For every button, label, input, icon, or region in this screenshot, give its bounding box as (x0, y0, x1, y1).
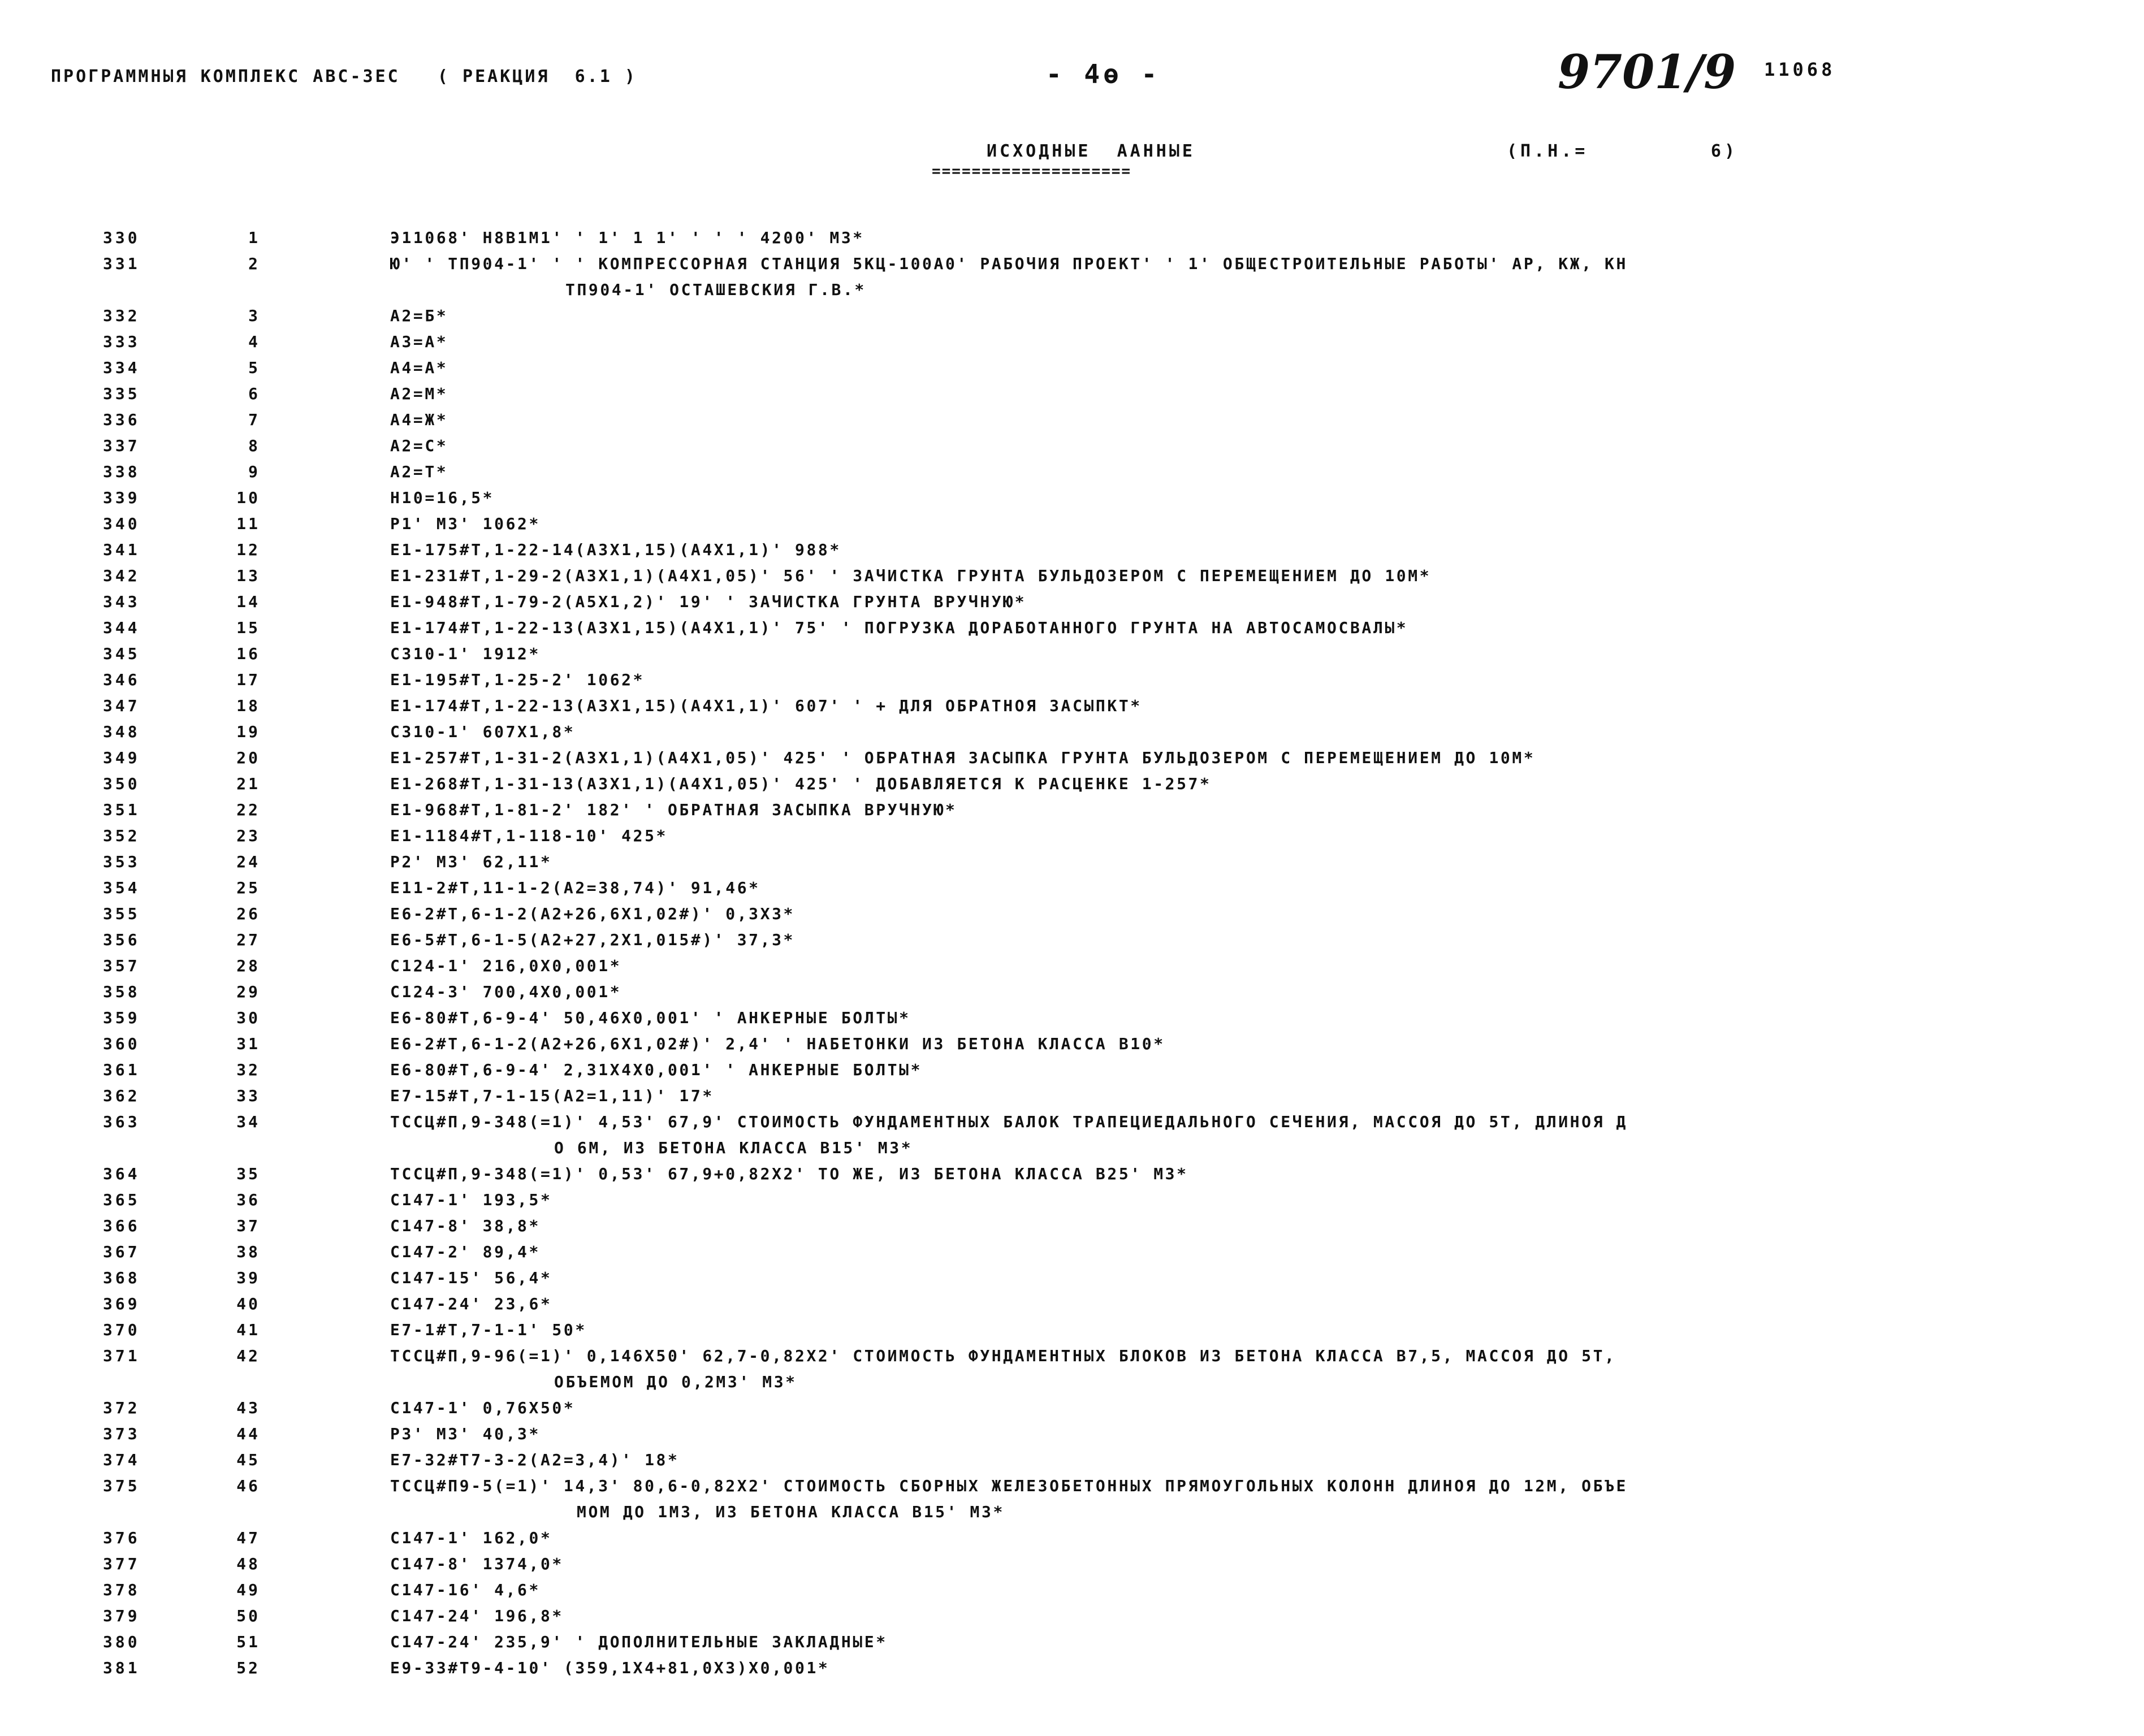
listing-row (0, 1473, 2144, 1525)
record-text: ТССЦ#П,9-348(=1)' 4,53' 67,9' СТОИМОСТЬ ФУНДАМЕНТНЫХ БАЛОК ТРАПЕЦИЕДАЛЬНОГО СЕЧЕНИЯ, МАССОЯ ДО 5Т, ДЛИНОЯ Д (390, 1112, 1628, 1131)
line-number: 366 (103, 1217, 140, 1235)
sequence-number: 2 (248, 254, 260, 273)
line-number: 374 (103, 1451, 140, 1469)
sequence-number: 25 (236, 878, 260, 897)
listing-row (0, 1525, 2144, 1551)
sequence-number: 43 (236, 1399, 260, 1417)
listing-row (0, 1265, 2144, 1291)
record-text: А2=Б* (390, 306, 448, 325)
record-text: Е7-15#Т,7-1-15(А2=1,11)' 17* (390, 1086, 714, 1105)
listing-row (0, 901, 2144, 927)
listing-row (0, 251, 2144, 303)
sequence-number: 46 (236, 1477, 260, 1495)
record-text: Р1' М3' 1062* (390, 514, 541, 533)
sequence-number: 39 (236, 1269, 260, 1287)
listing-row (0, 1603, 2144, 1629)
line-number: 379 (103, 1607, 140, 1625)
record-text: ТССЦ#П,9-348(=1)' 0,53' 67,9+0,82Х2' ТО ЖЕ, ИЗ БЕТОНА КЛАССА В25' М3* (390, 1164, 1188, 1183)
listing-row (0, 771, 2144, 797)
sequence-number: 49 (236, 1581, 260, 1599)
line-number: 338 (103, 462, 140, 481)
line-number: 351 (103, 800, 140, 819)
line-number: 345 (103, 644, 140, 663)
line-number: 336 (103, 410, 140, 429)
sequence-number: 20 (236, 748, 260, 767)
sequence-number: 15 (236, 618, 260, 637)
line-number: 363 (103, 1112, 140, 1131)
line-number: 344 (103, 618, 140, 637)
record-text: Е1-268#Т,1-31-13(А3Х1,1)(А4Х1,05)' 425' ' ДОБАВЛЯЕТСЯ К РАСЦЕНКЕ 1-257* (390, 774, 1212, 793)
record-text: Е6-5#Т,6-1-5(А2+27,2Х1,015#)' 37,3* (390, 930, 796, 949)
sequence-number: 30 (236, 1008, 260, 1027)
listing-row (0, 589, 2144, 615)
sequence-number: 13 (236, 566, 260, 585)
listing-row (0, 1343, 2144, 1395)
record-text: С147-1' 0,76Х50* (390, 1399, 576, 1417)
sequence-number: 44 (236, 1425, 260, 1443)
record-text: А2=М* (390, 384, 448, 403)
line-number: 332 (103, 306, 140, 325)
record-text: С147-24' 235,9' ' ДОПОЛНИТЕЛЬНЫЕ ЗАКЛАДНЫЕ* (390, 1633, 888, 1651)
record-text: С147-1' 193,5* (390, 1190, 552, 1209)
listing-row (0, 1161, 2144, 1187)
listing-row (0, 641, 2144, 667)
document-number: 11068 (1764, 59, 1836, 80)
record-text: С147-15' 56,4* (390, 1269, 552, 1287)
sequence-number: 24 (236, 852, 260, 871)
listing-row (0, 303, 2144, 329)
sequence-number: 6 (248, 384, 260, 403)
sequence-number: 22 (236, 800, 260, 819)
listing-row (0, 1551, 2144, 1577)
line-number: 380 (103, 1633, 140, 1651)
sequence-number: 10 (236, 488, 260, 507)
record-text: А4=Ж* (390, 410, 448, 429)
sequence-number: 29 (236, 982, 260, 1001)
sequence-number: 8 (248, 436, 260, 455)
record-text: Е6-2#Т,6-1-2(А2+26,6Х1,02#)' 2,4' ' НАБЕТОНКИ ИЗ БЕТОНА КЛАССА В10* (390, 1034, 1165, 1053)
listing-row (0, 1005, 2144, 1031)
line-number: 334 (103, 358, 140, 377)
record-text: Е7-1#Т,7-1-1' 50* (390, 1321, 587, 1339)
line-number: 359 (103, 1008, 140, 1027)
line-number: 372 (103, 1399, 140, 1417)
listing-row (0, 485, 2144, 511)
sequence-number: 27 (236, 930, 260, 949)
sequence-number: 36 (236, 1190, 260, 1209)
line-number: 342 (103, 566, 140, 585)
section-title: ИСХОДНЫЕ ААННЫЕ (987, 141, 1195, 161)
listing-row (0, 1057, 2144, 1083)
listing-row (0, 1291, 2144, 1317)
listing-row (0, 1421, 2144, 1447)
sequence-number: 5 (248, 358, 260, 377)
line-number: 362 (103, 1086, 140, 1105)
sequence-number: 14 (236, 592, 260, 611)
listing-row (0, 1447, 2144, 1473)
record-text: Е1-175#Т,1-22-14(А3Х1,15)(А4Х1,1)' 988* (390, 540, 841, 559)
listing-row (0, 355, 2144, 381)
record-text: С310-1' 607Х1,8* (390, 722, 576, 741)
sequence-number: 17 (236, 670, 260, 689)
line-number: 335 (103, 384, 140, 403)
line-number: 381 (103, 1659, 140, 1677)
listing-row (0, 849, 2144, 875)
input-data-listing (0, 225, 2144, 1681)
line-number: 339 (103, 488, 140, 507)
line-number: 361 (103, 1060, 140, 1079)
title-underline: ==================== (932, 163, 1132, 180)
line-number: 331 (103, 254, 140, 273)
sequence-number: 33 (236, 1086, 260, 1105)
line-number: 357 (103, 956, 140, 975)
listing-row (0, 953, 2144, 979)
record-text: Е11-2#Т,11-1-2(А2=38,74)' 91,46* (390, 878, 760, 897)
listing-row (0, 1629, 2144, 1655)
line-number: 350 (103, 774, 140, 793)
sequence-number: 4 (248, 332, 260, 351)
line-number: 358 (103, 982, 140, 1001)
sequence-number: 31 (236, 1034, 260, 1053)
sequence-number: 38 (236, 1243, 260, 1261)
sequence-number: 35 (236, 1164, 260, 1183)
sequence-number: 51 (236, 1633, 260, 1651)
record-text: С147-8' 1374,0* (390, 1555, 564, 1573)
line-number: 369 (103, 1295, 140, 1313)
listing-row (0, 745, 2144, 771)
line-number: 371 (103, 1347, 140, 1365)
listing-row (0, 797, 2144, 823)
record-continuation: ТП904-1' ОСТАШЕВСКИЯ Г.В.* (565, 280, 866, 299)
record-text: Е1-174#Т,1-22-13(А3Х1,15)(А4Х1,1)' 75' ' ПОГРУЗКА ДОРАБОТАННОГО ГРУНТА НА АВТОСАМОСВАЛЫ* (390, 618, 1408, 637)
record-text: С124-3' 700,4Х0,001* (390, 982, 622, 1001)
sequence-number: 48 (236, 1555, 260, 1573)
sequence-number: 32 (236, 1060, 260, 1079)
line-number: 340 (103, 514, 140, 533)
listing-row (0, 537, 2144, 563)
record-text: А2=Т* (390, 462, 448, 481)
record-text: С147-24' 23,6* (390, 1295, 552, 1313)
line-number: 337 (103, 436, 140, 455)
line-number: 330 (103, 228, 140, 247)
line-number: 365 (103, 1190, 140, 1209)
listing-row (0, 823, 2144, 849)
sequence-number: 37 (236, 1217, 260, 1235)
sequence-number: 45 (236, 1451, 260, 1469)
listing-row (0, 1083, 2144, 1109)
record-text: Ю' ' ТП904-1' ' ' КОМПРЕССОРНАЯ СТАНЦИЯ 5КЦ-100А0' РАБОЧИЯ ПРОЕКТ' ' 1' ОБЩЕСТРОИТЕЛЬНЫЕ РАБОТЫ' АР, КЖ, КН (390, 254, 1628, 273)
sequence-number: 9 (248, 462, 260, 481)
record-text: Е1-948#Т,1-79-2(А5Х1,2)' 19' ' ЗАЧИСТКА ГРУНТА ВРУЧНУЮ* (390, 592, 1027, 611)
line-number: 343 (103, 592, 140, 611)
line-number: 377 (103, 1555, 140, 1573)
line-number: 333 (103, 332, 140, 351)
record-text: Е6-2#Т,6-1-2(А2+26,6Х1,02#)' 0,3Х3* (390, 904, 796, 923)
record-text: Е1-195#Т,1-25-2' 1062* (390, 670, 645, 689)
line-number: 360 (103, 1034, 140, 1053)
sequence-number: 7 (248, 410, 260, 429)
record-text: Е6-80#Т,6-9-4' 2,31Х4Х0,001' ' АНКЕРНЫЕ БОЛТЫ* (390, 1060, 923, 1079)
line-number: 375 (103, 1477, 140, 1495)
listing-row (0, 511, 2144, 537)
listing-row (0, 1239, 2144, 1265)
sequence-number: 18 (236, 696, 260, 715)
sequence-number: 40 (236, 1295, 260, 1313)
line-number: 356 (103, 930, 140, 949)
page-number: - 4ө - (1046, 59, 1161, 89)
line-number: 346 (103, 670, 140, 689)
listing-row (0, 1213, 2144, 1239)
listing-row (0, 1187, 2144, 1213)
record-text: С124-1' 216,0Х0,001* (390, 956, 622, 975)
line-number: 376 (103, 1529, 140, 1547)
sequence-number: 23 (236, 826, 260, 845)
listing-row (0, 1577, 2144, 1603)
listing-row (0, 329, 2144, 355)
record-text: Р2' М3' 62,11* (390, 852, 552, 871)
sequence-number: 12 (236, 540, 260, 559)
listing-row (0, 667, 2144, 693)
line-number: 355 (103, 904, 140, 923)
listing-row (0, 979, 2144, 1005)
record-text: С147-16' 4,6* (390, 1581, 541, 1599)
record-text: Э11068' Н8В1М1' ' 1' 1 1' ' ' ' 4200' М3* (390, 228, 864, 247)
line-number: 378 (103, 1581, 140, 1599)
listing-row (0, 1031, 2144, 1057)
line-number: 353 (103, 852, 140, 871)
sequence-number: 21 (236, 774, 260, 793)
record-text: А2=С* (390, 436, 448, 455)
line-number: 373 (103, 1425, 140, 1443)
sequence-number: 42 (236, 1347, 260, 1365)
sequence-number: 50 (236, 1607, 260, 1625)
record-text: Е1-257#Т,1-31-2(А3Х1,1)(А4Х1,05)' 425' ' ОБРАТНАЯ ЗАСЫПКА ГРУНТА БУЛЬДОЗЕРОМ С ПЕРЕМЕЩЕНИЕМ ДО 10М* (390, 748, 1536, 767)
listing-row (0, 1317, 2144, 1343)
record-text: А4=А* (390, 358, 448, 377)
sequence-number: 41 (236, 1321, 260, 1339)
sequence-number: 52 (236, 1659, 260, 1677)
listing-row (0, 381, 2144, 407)
record-text: С147-24' 196,8* (390, 1607, 564, 1625)
listing-row (0, 225, 2144, 251)
line-number: 354 (103, 878, 140, 897)
listing-row (0, 875, 2144, 901)
line-number: 349 (103, 748, 140, 767)
listing-row (0, 433, 2144, 459)
record-text: С147-2' 89,4* (390, 1243, 541, 1261)
sequence-number: 26 (236, 904, 260, 923)
record-text: Е1-968#Т,1-81-2' 182' ' ОБРАТНАЯ ЗАСЫПКА ВРУЧНУЮ* (390, 800, 957, 819)
record-text: С147-1' 162,0* (390, 1529, 552, 1547)
sequence-number: 1 (248, 228, 260, 247)
line-number: 368 (103, 1269, 140, 1287)
listing-row (0, 1109, 2144, 1161)
listing-row (0, 563, 2144, 589)
record-continuation: МОМ ДО 1М3, ИЗ БЕТОНА КЛАССА В15' М3* (577, 1503, 1005, 1521)
record-text: Е6-80#Т,6-9-4' 50,46Х0,001' ' АНКЕРНЫЕ БОЛТЫ* (390, 1008, 911, 1027)
line-number: 347 (103, 696, 140, 715)
sequence-number: 16 (236, 644, 260, 663)
listing-row (0, 693, 2144, 719)
sequence-number: 34 (236, 1112, 260, 1131)
line-number: 352 (103, 826, 140, 845)
record-text: С310-1' 1912* (390, 644, 541, 663)
record-text: А3=А* (390, 332, 448, 351)
listing-row (0, 615, 2144, 641)
record-text: Е7-32#Т7-3-2(А2=3,4)' 18* (390, 1451, 680, 1469)
record-continuation: ОБЪЕМОМ ДО 0,2М3' М3* (554, 1373, 797, 1391)
line-number: 367 (103, 1243, 140, 1261)
record-text: Е1-231#Т,1-29-2(А3Х1,1)(А4Х1,05)' 56' ' ЗАЧИСТКА ГРУНТА БУЛЬДОЗЕРОМ С ПЕРЕМЕЩЕНИЕМ ДО 10М* (390, 566, 1432, 585)
line-number: 370 (103, 1321, 140, 1339)
record-text: С147-8' 38,8* (390, 1217, 541, 1235)
record-text: Е1-174#Т,1-22-13(А3Х1,15)(А4Х1,1)' 607' ' + ДЛЯ ОБРАТНОЯ ЗАСЫПКТ* (390, 696, 1142, 715)
record-text: ТССЦ#П,9-96(=1)' 0,146Х50' 62,7-0,82Х2' СТОИМОСТЬ ФУНДАМЕНТНЫХ БЛОКОВ ИЗ БЕТОНА КЛАССА В7,5, МАССОЯ ДО 5Т, (390, 1347, 1616, 1365)
line-number: 364 (103, 1164, 140, 1183)
record-text: Р3' М3' 40,3* (390, 1425, 541, 1443)
listing-row (0, 407, 2144, 433)
pn-indicator: (П.Н.= 6) (1507, 141, 1739, 161)
record-text: ТССЦ#П9-5(=1)' 14,3' 80,6-0,82Х2' СТОИМОСТЬ СБОРНЫХ ЖЕЛЕЗОБЕТОННЫХ ПРЯМОУГОЛЬНЫХ КОЛОНН ДЛИНОЯ ДО 12М, ОБЪЕ (390, 1477, 1628, 1495)
handwritten-number: 9701/9 (1558, 45, 1736, 99)
listing-row (0, 927, 2144, 953)
line-number: 348 (103, 722, 140, 741)
line-number: 341 (103, 540, 140, 559)
listing-row (0, 1655, 2144, 1681)
sequence-number: 3 (248, 306, 260, 325)
sequence-number: 47 (236, 1529, 260, 1547)
record-continuation: О 6М, ИЗ БЕТОНА КЛАССА В15' М3* (554, 1138, 913, 1157)
sequence-number: 11 (236, 514, 260, 533)
record-text: Е9-33#Т9-4-10' (359,1Х4+81,0Х3)Х0,001* (390, 1659, 830, 1677)
listing-row (0, 719, 2144, 745)
sequence-number: 28 (236, 956, 260, 975)
program-header: ПРОГРАММНЫЯ КОМПЛЕКС АВС-3ЕС ( РЕАКЦИЯ 6.1 ) (51, 67, 637, 86)
sequence-number: 19 (236, 722, 260, 741)
record-text: Н10=16,5* (390, 488, 495, 507)
listing-row (0, 1395, 2144, 1421)
listing-row (0, 459, 2144, 485)
record-text: Е1-1184#Т,1-118-10' 425* (390, 826, 668, 845)
